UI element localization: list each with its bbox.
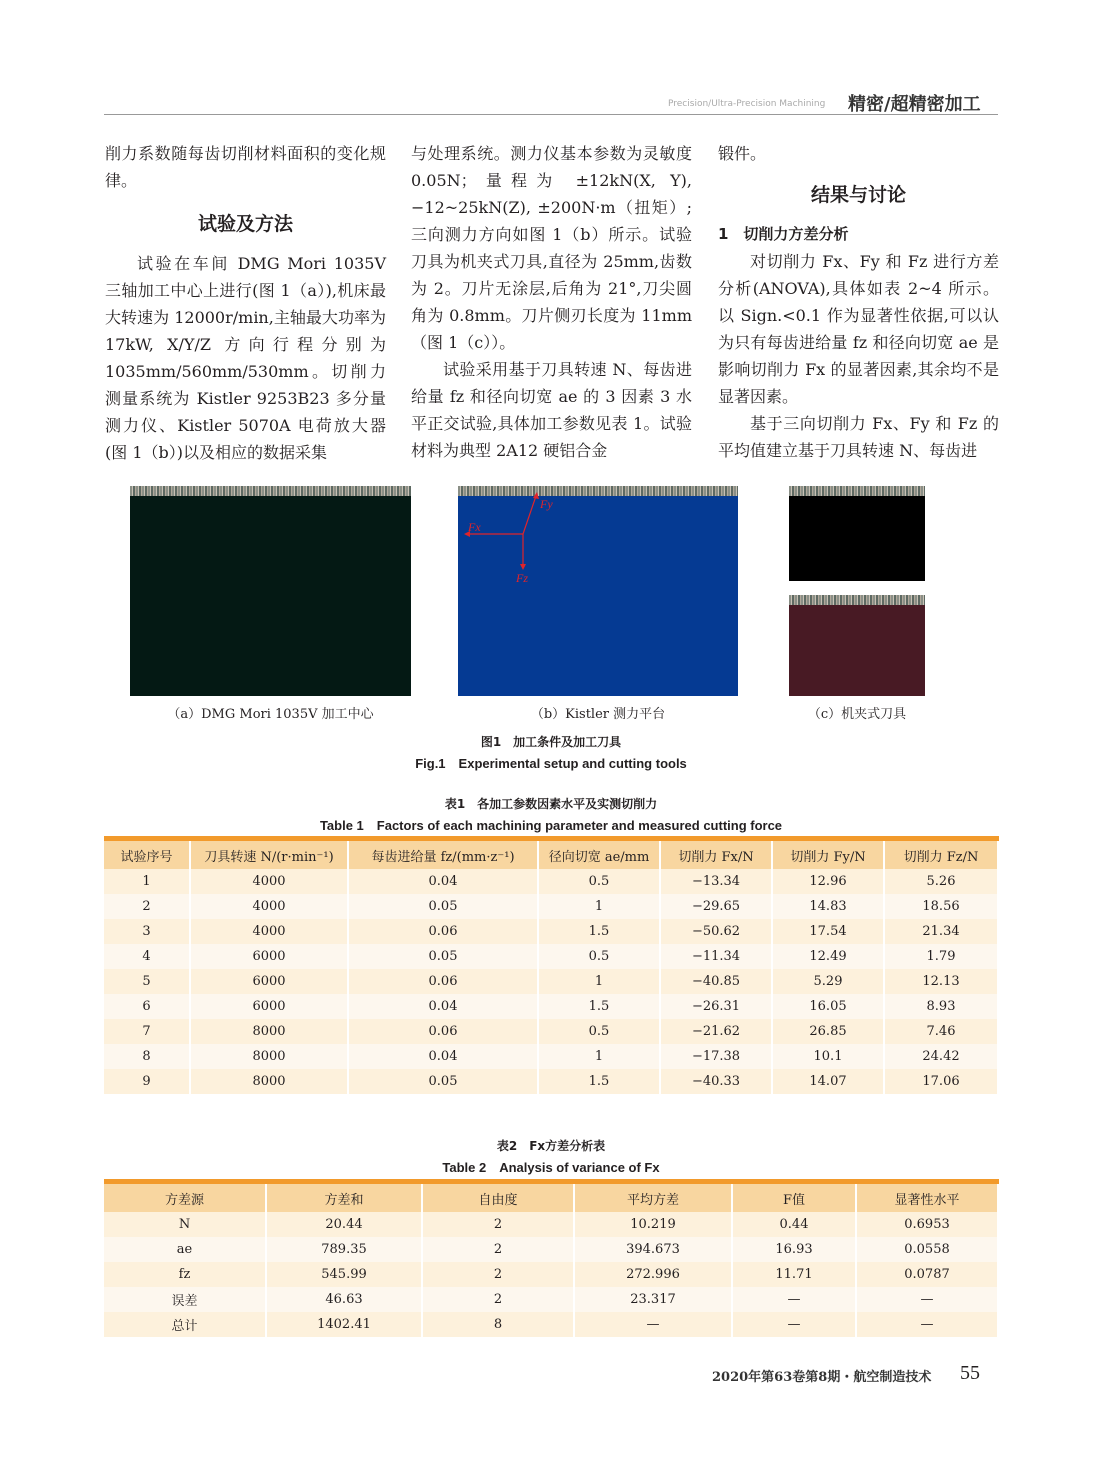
table-header-row — [104, 839, 998, 870]
table-cell: 0.06 — [348, 969, 538, 994]
photo-kistler-platform — [458, 486, 738, 696]
table-row — [104, 919, 998, 944]
table-cell: −17.38 — [660, 1044, 772, 1069]
column-header: 方差源 — [104, 1182, 266, 1213]
column-header: 每齿进给量 fz/(mm·z⁻¹) — [348, 839, 538, 870]
table-cell: 11.71 — [732, 1262, 856, 1287]
header-chinese: 精密/超精密加工 — [848, 94, 981, 115]
photo-machining-center — [130, 486, 411, 696]
fy-arrow — [523, 496, 536, 534]
table-cell: 17.06 — [884, 1069, 998, 1094]
table-cell: ae — [104, 1237, 266, 1262]
table-cell: 1.5 — [538, 994, 660, 1019]
table-cell: 21.34 — [884, 919, 998, 944]
table-cell: 4 — [104, 944, 190, 969]
text-column-2 — [411, 140, 692, 464]
table-row — [104, 894, 998, 919]
table2-title-en: Table 2 Analysis of variance of Fx — [442, 1160, 660, 1175]
text-column-1 — [105, 140, 386, 466]
subsection-title: 1 切削力方差分析 — [718, 225, 849, 243]
table-cell: 6000 — [190, 969, 348, 994]
table-cell: 12.96 — [772, 869, 884, 894]
table-cell: 0.44 — [732, 1212, 856, 1237]
caption-b: （b）Kistler 测力平台 — [530, 707, 666, 722]
table-cell: 4000 — [190, 869, 348, 894]
photo-edge — [130, 486, 411, 496]
force-direction-diagram — [458, 486, 738, 696]
table-cell: fz — [104, 1262, 266, 1287]
table-cell: 0.0787 — [856, 1262, 998, 1287]
figure-title-en: Fig.1 Experimental setup and cutting tools — [415, 756, 687, 771]
photo-edge — [789, 595, 925, 605]
column-header: 试验序号 — [104, 839, 190, 870]
table-cell: 9 — [104, 1069, 190, 1094]
table-cell: 0.06 — [348, 919, 538, 944]
table-cell: 3 — [104, 919, 190, 944]
table-cell: −26.31 — [660, 994, 772, 1019]
column-header: 显著性水平 — [856, 1182, 998, 1213]
table-cell: 0.05 — [348, 944, 538, 969]
table-cell: 5 — [104, 969, 190, 994]
table-cell: 12.49 — [772, 944, 884, 969]
column-header: F值 — [732, 1182, 856, 1213]
caption-c: （c）机夹式刀具 — [807, 707, 907, 722]
table-cell: 8000 — [190, 1069, 348, 1094]
table-cell: 5.26 — [884, 869, 998, 894]
table-cell: 1.79 — [884, 944, 998, 969]
table-cell: 6000 — [190, 994, 348, 1019]
column-header: 刀具转速 N/(r·min⁻¹) — [190, 839, 348, 870]
table-header-row — [104, 1182, 998, 1213]
table-body — [104, 1212, 998, 1337]
table-cell: 1 — [538, 894, 660, 919]
photo-cutting-tool-top — [789, 486, 925, 581]
table-cell: 2 — [422, 1262, 574, 1287]
table-cell: −21.62 — [660, 1019, 772, 1044]
photo-cutting-tool-bottom — [789, 595, 925, 696]
table-cell: 0.04 — [348, 994, 538, 1019]
table-cell: 0.0558 — [856, 1237, 998, 1262]
table-cell: 12.13 — [884, 969, 998, 994]
table-cell: 7 — [104, 1019, 190, 1044]
table-cell: N — [104, 1212, 266, 1237]
fy-label: Fy — [540, 497, 553, 511]
table-cell: — — [856, 1312, 998, 1337]
paragraph: 试验采用基于刀具转速 N、每齿进给量 fz 和径向切宽 ae 的 3 因素 3 水平正交试验,具体加工参数见表 1。试验材料为典型 2A12 硬铝合金 — [411, 360, 692, 460]
table-row — [104, 1019, 998, 1044]
table-cell: 8000 — [190, 1019, 348, 1044]
table-cell: 17.54 — [772, 919, 884, 944]
caption-a: （a）DMG Mori 1035V 加工中心 — [167, 707, 374, 722]
table-cell: −11.34 — [660, 944, 772, 969]
table-cell: 8000 — [190, 1044, 348, 1069]
table-cell: 0.6953 — [856, 1212, 998, 1237]
table-cell: 0.5 — [538, 869, 660, 894]
table-cell: 545.99 — [266, 1262, 422, 1287]
table-cell: 2 — [422, 1287, 574, 1312]
table-cell: 394.673 — [574, 1237, 732, 1262]
table-cell: 789.35 — [266, 1237, 422, 1262]
table-cell: 0.04 — [348, 1044, 538, 1069]
table-row — [104, 1212, 998, 1237]
page-number: 55 — [960, 1362, 980, 1384]
text-column-3 — [718, 140, 999, 464]
table-cell: 1 — [104, 869, 190, 894]
table-row — [104, 994, 998, 1019]
column-header: 径向切宽 ae/mm — [538, 839, 660, 870]
table-cell: 1 — [538, 969, 660, 994]
table-cell: 0.04 — [348, 869, 538, 894]
table-cell: −40.33 — [660, 1069, 772, 1094]
photo-edge — [789, 486, 925, 496]
table-cell: 10.1 — [772, 1044, 884, 1069]
table-cell: — — [574, 1312, 732, 1337]
table-row — [104, 1312, 998, 1337]
table-cell: — — [856, 1287, 998, 1312]
paragraph: 对切削力 Fx、Fy 和 Fz 进行方差分析(ANOVA),具体如表 2~4 所示。以 Sign.<0.1 作为显著性依据,可以认为只有每齿进给量 fz 和径向切宽 ae 是影响切削力 Fx 的显著因素,其余均不是显著因素。 — [718, 252, 999, 406]
column-header: 自由度 — [422, 1182, 574, 1213]
table1 — [104, 836, 999, 1094]
fz-label: Fz — [516, 571, 528, 585]
paragraph: 试验在车间 DMG Mori 1035V 三轴加工中心上进行(图 1（a）),机床最大转速为 12000r/min,主轴最大功率为 17kW, X/Y/Z 方向行程分别为 1035mm/560mm/530mm。切削力测量系统为 Kistler 9253B23 多分量测力仪、Kistler 5070A 电荷放大器(图 1（b）)以及相应的数据采集 — [105, 254, 386, 462]
table-cell: −13.34 — [660, 869, 772, 894]
table2-title-cn: 表2 Fx方差分析表 — [496, 1139, 606, 1153]
column-header: 平均方差 — [574, 1182, 732, 1213]
table-cell: 2 — [104, 894, 190, 919]
table-row — [104, 969, 998, 994]
table-cell: 272.996 — [574, 1262, 732, 1287]
column-header: 方差和 — [266, 1182, 422, 1213]
table-cell: 1.5 — [538, 1069, 660, 1094]
table-cell: 23.317 — [574, 1287, 732, 1312]
fy-arrowhead — [533, 492, 539, 499]
table-cell: 0.06 — [348, 1019, 538, 1044]
figure-title-cn: 图1 加工条件及加工刀具 — [480, 735, 622, 749]
table-cell: 4000 — [190, 919, 348, 944]
table-cell: 1 — [538, 1044, 660, 1069]
table-cell: 10.219 — [574, 1212, 732, 1237]
table-cell: 16.93 — [732, 1237, 856, 1262]
table-body — [104, 869, 998, 1094]
paragraph: 基于三向切削力 Fx、Fy 和 Fz 的平均值建立基于刀具转速 N、每齿进 — [718, 414, 999, 460]
table-row — [104, 1262, 998, 1287]
table-cell: −40.85 — [660, 969, 772, 994]
table1-title-cn: 表1 各加工参数因素水平及实测切削力 — [444, 797, 658, 811]
table-row — [104, 1069, 998, 1094]
table-row — [104, 1237, 998, 1262]
table-cell: 16.05 — [772, 994, 884, 1019]
table-cell: 8.93 — [884, 994, 998, 1019]
table-cell: 1402.41 — [266, 1312, 422, 1337]
table-cell: 20.44 — [266, 1212, 422, 1237]
table-cell: — — [732, 1312, 856, 1337]
column-header: 切削力 Fx/N — [660, 839, 772, 870]
footer-journal: 2020年第63卷第8期・航空制造技术 — [712, 1370, 932, 1385]
paragraph: 与处理系统。测力仪基本参数为灵敏度 0.05N；量程为 ±12kN(X, Y), −12~25kN(Z), ±200N·m（扭矩）; 三向测力方向如图 1（b）所示。试验刀具为机夹式刀具,直径为 25mm,齿数为 2。刀片无涂层,后角为 21°,刀尖圆角为 0.8mm。刀片侧刃长度为 11mm（图 1（c））。 — [411, 144, 692, 352]
fz-arrowhead — [520, 564, 526, 570]
table-cell: −50.62 — [660, 919, 772, 944]
table-cell: 26.85 — [772, 1019, 884, 1044]
paragraph: 锻件。 — [718, 144, 767, 163]
table-cell: 总计 — [104, 1312, 266, 1337]
table-cell: 14.83 — [772, 894, 884, 919]
table-cell: 1.5 — [538, 919, 660, 944]
table-cell: 0.05 — [348, 1069, 538, 1094]
table1-title-en: Table 1 Factors of each machining parameter and measured cutting force — [319, 818, 783, 833]
table-cell: 18.56 — [884, 894, 998, 919]
table-cell: 24.42 — [884, 1044, 998, 1069]
table-cell: 7.46 — [884, 1019, 998, 1044]
paragraph: 削力系数随每齿切削材料面积的变化规律。 — [105, 144, 386, 190]
column-header: 切削力 Fy/N — [772, 839, 884, 870]
table-cell: 8 — [422, 1312, 574, 1337]
table-cell: 0.05 — [348, 894, 538, 919]
table-row — [104, 944, 998, 969]
table-cell: 8 — [104, 1044, 190, 1069]
table-row — [104, 1044, 998, 1069]
table-cell: 5.29 — [772, 969, 884, 994]
fx-label: Fx — [468, 520, 481, 534]
header-english: Precision/Ultra-Precision Machining — [668, 99, 826, 109]
table-cell: 4000 — [190, 894, 348, 919]
table-cell: −29.65 — [660, 894, 772, 919]
table2 — [104, 1179, 999, 1337]
table-cell: 误差 — [104, 1287, 266, 1312]
table-cell: 0.5 — [538, 944, 660, 969]
column-header: 切削力 Fz/N — [884, 839, 998, 870]
table-cell: 6000 — [190, 944, 348, 969]
section-title: 结果与讨论 — [810, 184, 906, 206]
table-row — [104, 1287, 998, 1312]
table-cell: 6 — [104, 994, 190, 1019]
table-cell: 2 — [422, 1212, 574, 1237]
table-cell: 14.07 — [772, 1069, 884, 1094]
section-title: 试验及方法 — [197, 213, 293, 235]
table-cell: 0.5 — [538, 1019, 660, 1044]
table-cell: 46.63 — [266, 1287, 422, 1312]
table-cell: 2 — [422, 1237, 574, 1262]
table-cell: — — [732, 1287, 856, 1312]
table-row — [104, 869, 998, 894]
